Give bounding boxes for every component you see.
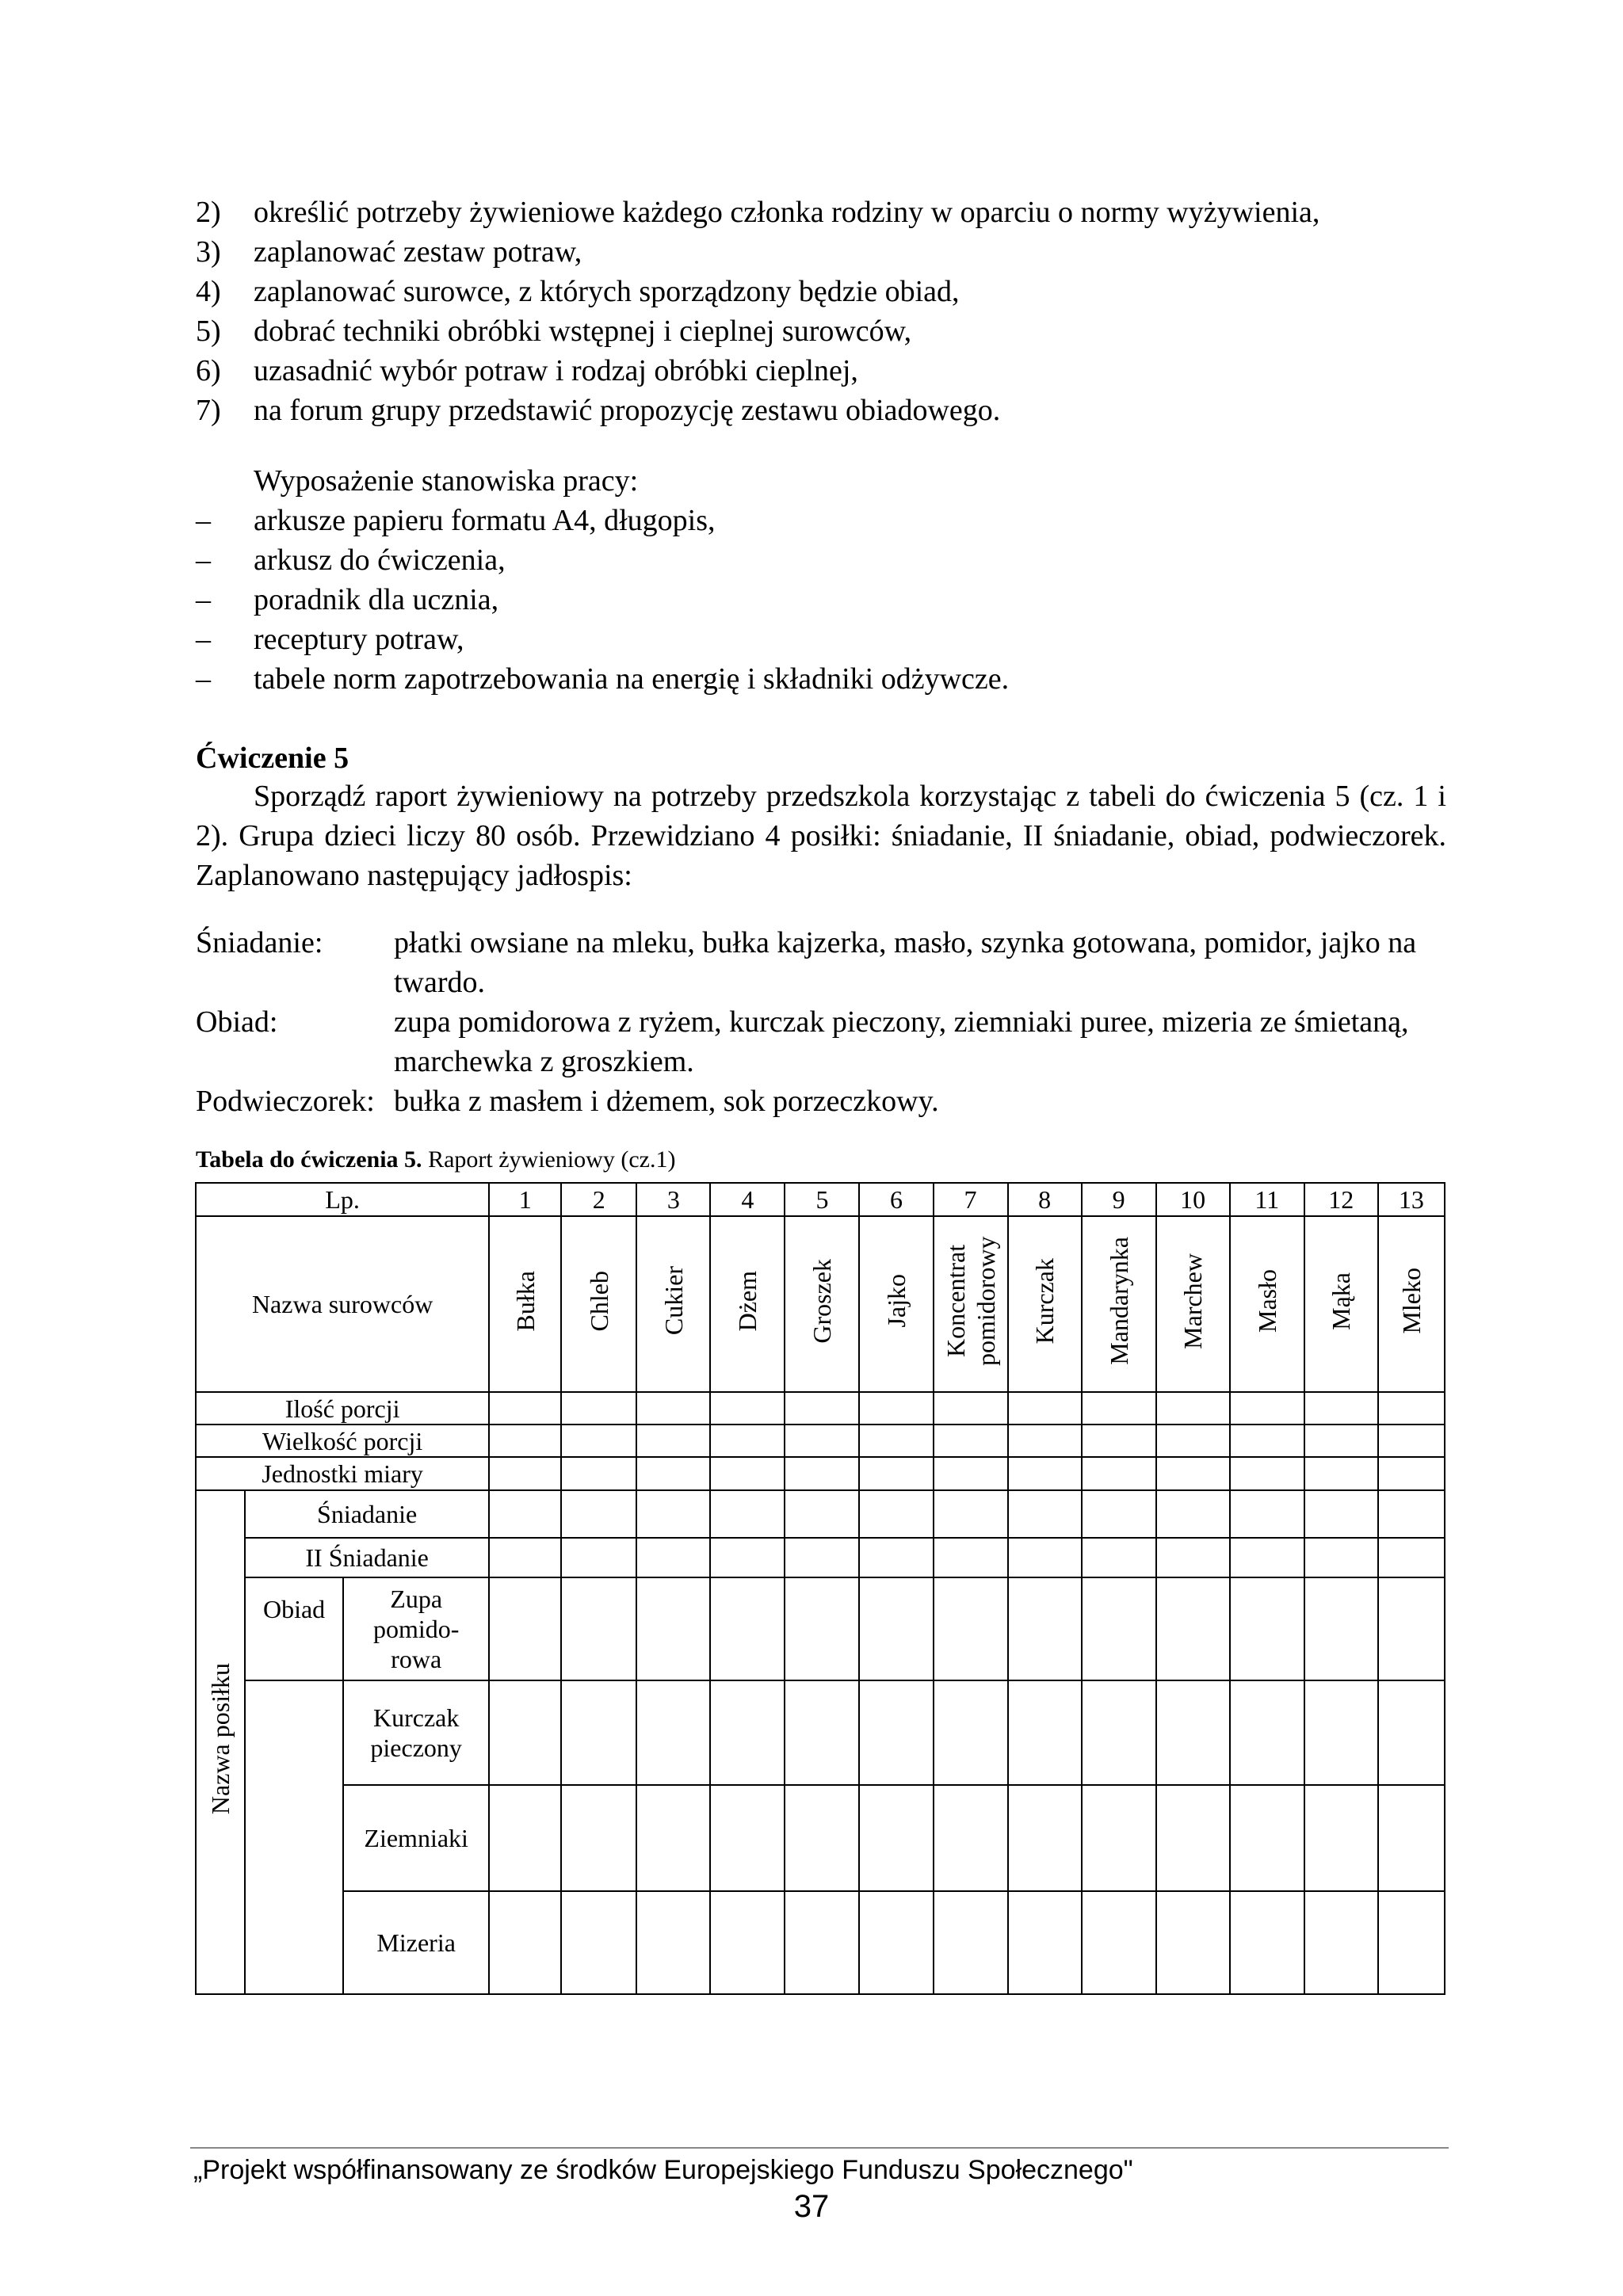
menu-row: Podwieczorek: bułka z masłem i dżemem, sok porzeczkowy.: [196, 1085, 939, 1118]
exercise-title: Ćwiczenie 5: [196, 742, 349, 775]
exercise-body: Sporządź raport żywieniowy na potrzeby przedszkola korzystając z tabeli do ćwiczenia 5 (cz. 1 i 2). Grupa dzieci liczy 80 osób. Przewidziano 4 posiłki: śniadanie, II śniadanie, obiad, podwieczorek. Zaplanowano następujący jadłospis:: [196, 780, 1446, 892]
col-number: 12: [1304, 1183, 1378, 1216]
col-number: 2: [561, 1183, 636, 1216]
table-row: [196, 1680, 1445, 1785]
footer-divider: [190, 2147, 1449, 2149]
col-number: 9: [1082, 1183, 1156, 1216]
ingredient-cell: Kurczak: [1008, 1216, 1082, 1392]
row-label: Jednostki miary: [196, 1457, 489, 1490]
meal-name-label: Nazwa posiłku: [196, 1490, 245, 1994]
menu-row: Śniadanie: płatki owsiane na mleku, bułka kajzerka, masło, szynka gotowana, pomidor, jajko na twardo.: [196, 926, 1417, 999]
obiad-spacer: [245, 1680, 343, 1994]
ingredient-cell: Mąka: [1304, 1216, 1378, 1392]
col-number: 5: [785, 1183, 859, 1216]
table-row: [196, 1577, 1445, 1680]
table-row: [196, 1538, 1445, 1577]
list-item: – arkusze papieru formatu A4, długopis,: [196, 504, 716, 537]
row-label: II Śniadanie: [245, 1538, 489, 1577]
col-number: 1: [489, 1183, 561, 1216]
ingredient-cell: Mleko: [1378, 1216, 1445, 1392]
row-label: Kurczak pieczony: [343, 1680, 489, 1785]
col-number: 8: [1008, 1183, 1082, 1216]
row-label: Ilość porcji: [196, 1392, 489, 1425]
ingredient-cell: Mandarynka: [1082, 1216, 1156, 1392]
col-number: 3: [636, 1183, 710, 1216]
lp-header: Lp.: [196, 1183, 489, 1216]
ingredient-cell: Chleb: [561, 1216, 636, 1392]
ingredient-cell: Cukier: [636, 1216, 710, 1392]
ingredients-header: Nazwa surowców: [196, 1216, 489, 1392]
equipment-list: [196, 501, 1448, 699]
table-row: [196, 1425, 1445, 1457]
row-label: Śniadanie: [245, 1490, 489, 1538]
table-row: [196, 1216, 1445, 1392]
ingredient-cell: Dżem: [710, 1216, 785, 1392]
col-number: 6: [859, 1183, 933, 1216]
task-list: [196, 193, 1448, 430]
list-item: – receptury potraw,: [196, 623, 464, 656]
ingredient-cell: Koncentrat pomidorowy: [934, 1216, 1008, 1392]
col-number: 7: [934, 1183, 1008, 1216]
list-item: 6) uzasadnić wybór potraw i rodzaj obróbki cieplnej,: [196, 354, 858, 387]
col-number: 13: [1378, 1183, 1445, 1216]
ingredient-cell: Jajko: [859, 1216, 933, 1392]
menu-list: [196, 923, 1448, 1121]
table-caption: Tabela do ćwiczenia 5. Raport żywieniowy (cz.1): [196, 1146, 676, 1173]
equipment-title: Wyposażenie stanowiska pracy:: [254, 464, 639, 498]
row-label: Wielkość porcji: [196, 1425, 489, 1457]
col-number: 4: [710, 1183, 785, 1216]
footer-text: „Projekt współfinansowany ze środków Europejskiego Funduszu Społecznego": [193, 2155, 1133, 2185]
row-label: Ziemniaki: [343, 1785, 489, 1891]
table-row: [196, 1392, 1445, 1425]
ingredient-cell: Masło: [1230, 1216, 1304, 1392]
table-row: [196, 1183, 1445, 1216]
table-row: [196, 1490, 1445, 1538]
page-number: 37: [793, 2189, 830, 2224]
list-item: – arkusz do ćwiczenia,: [196, 543, 506, 577]
col-number: 10: [1156, 1183, 1230, 1216]
table-row: [196, 1891, 1445, 1994]
row-label: Mizeria: [343, 1891, 489, 1994]
nutrition-report-table: [195, 1182, 1445, 1995]
table-row: [196, 1457, 1445, 1490]
list-item: 3) zaplanować zestaw potraw,: [196, 235, 582, 269]
ingredient-cell: Marchew: [1156, 1216, 1230, 1392]
ingredient-cell: Groszek: [785, 1216, 859, 1392]
list-item: – tabele norm zapotrzebowania na energię i składniki odżywcze.: [196, 662, 1010, 696]
list-item: 4) zaplanować surowce, z których sporządzony będzie obiad,: [196, 275, 960, 308]
col-number: 11: [1230, 1183, 1304, 1216]
obiad-label: Obiad: [245, 1577, 343, 1680]
menu-row: Obiad: zupa pomidorowa z ryżem, kurczak pieczony, ziemniaki puree, mizeria ze śmietaną, marchewka z groszkiem.: [196, 1005, 1409, 1078]
list-item: 5) dobrać techniki obróbki wstępnej i cieplnej surowców,: [196, 315, 912, 348]
ingredient-cell: Bułka: [489, 1216, 561, 1392]
list-item: – poradnik dla ucznia,: [196, 583, 499, 616]
list-item: 7) na forum grupy przedstawić propozycję zestawu obiadowego.: [196, 394, 1001, 427]
row-label: Zupa pomido-rowa: [343, 1577, 489, 1680]
list-item: 2) określić potrzeby żywieniowe każdego członka rodziny w oparciu o normy wyżywienia,: [196, 196, 1320, 229]
table-row: [196, 1785, 1445, 1891]
